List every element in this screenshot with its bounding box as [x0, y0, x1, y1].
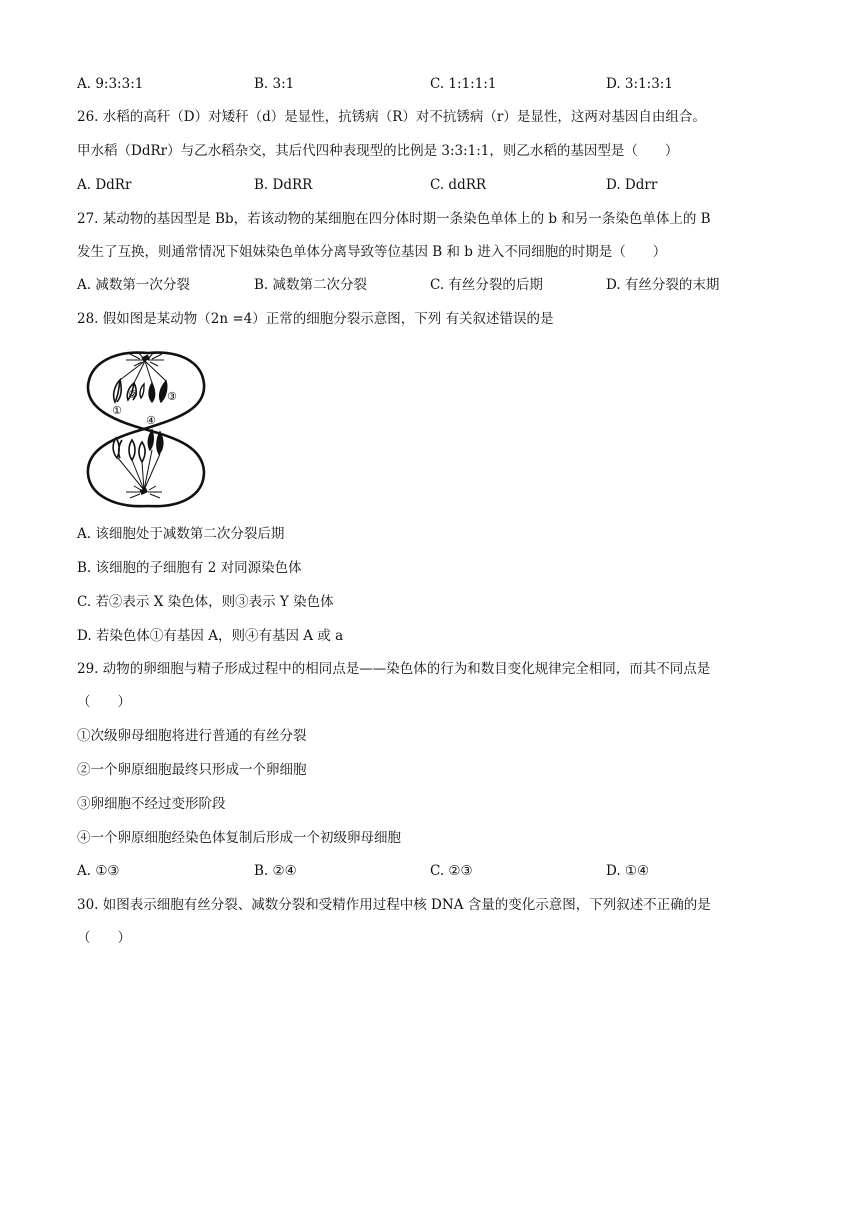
q28-option-b: B. 该细胞的子细胞有 2 对同源染色体 [77, 560, 302, 576]
chromosome-7 [139, 442, 145, 462]
q29-stem-line2: （ ） [77, 694, 131, 710]
cell-membrane [88, 353, 204, 507]
bottom-centriole [139, 487, 147, 494]
q27-stem-line2: 发生了互换，则通常情况下姐妹染色单体分离导致等位基因 B 和 b 进入不同细胞的时期是（ ） [77, 244, 667, 260]
q26-option-a: A. DdRr [77, 177, 132, 193]
q29-item-1: ①次级卵母细胞将进行普通的有丝分裂 [77, 728, 307, 744]
q28-option-c: C. 若②表示 X 染色体，则③表示 Y 染色体 [77, 594, 334, 610]
label-2: ② [128, 388, 138, 401]
q25-option-b: B. 3:1 [254, 76, 295, 92]
chromosome-2b [140, 384, 144, 398]
q28-option-a: A. 该细胞处于减数第二次分裂后期 [77, 526, 285, 542]
q27-option-d: D. 有丝分裂的末期 [606, 277, 720, 293]
top-spindle-fibers [120, 361, 166, 383]
top-centriole [141, 354, 149, 361]
q25-options [77, 74, 797, 94]
q27-options [77, 275, 797, 295]
q29-item-2: ②一个卵原细胞最终只形成一个卵细胞 [77, 762, 307, 778]
q30-stem-line1: 30. 如图表示细胞有丝分裂、减数分裂和受精作用过程中核 DNA 含量的变化示意图，下列叙述不正确的是 [77, 897, 711, 913]
q28-option-d: D. 若染色体①有基因 A，则④有基因 A 或 a [77, 628, 344, 644]
chromosome-5 [113, 438, 122, 458]
q29-option-c: C. ②③ [430, 863, 473, 879]
q27-stem-line1: 27. 某动物的基因型是 Bb，若该动物的某细胞在四分体时期一条染色单体上的 b 和另一条染色单体上的 B [77, 211, 711, 227]
cell-division-figure [82, 350, 212, 508]
q27-option-c: C. 有丝分裂的后期 [430, 277, 543, 293]
q25-option-c: C. 1:1:1:1 [430, 76, 497, 92]
chromosome-1 [114, 380, 122, 402]
q29-option-b: B. ②④ [254, 863, 297, 879]
q26-option-c: C. ddRR [430, 177, 487, 193]
q25-option-d: D. 3:1:3:1 [606, 76, 673, 92]
q26-option-d: D. Ddrr [606, 177, 658, 193]
chromosome-3 [149, 383, 155, 402]
q29-item-3: ③卵细胞不经过变形阶段 [77, 796, 226, 812]
q29-item-4: ④一个卵原细胞经染色体复制后形成一个初级卵母细胞 [77, 830, 401, 846]
q27-option-b: B. 减数第二次分裂 [254, 277, 368, 293]
q26-stem-line1: 26. 水稻的高秆（D）对矮秆（d）是显性，抗锈病（R）对不抗锈病（r）是显性，这两对基因自由组合。 [77, 109, 706, 125]
q29-stem-line1: 29. 动物的卵细胞与精子形成过程中的相同点是——染色体的行为和数目变化规律完全相同，而其不同点是 [77, 661, 711, 677]
q29-option-a: A. ①③ [77, 863, 120, 879]
q26-stem-line2: 甲水稻（DdRr）与乙水稻杂交，其后代四种表现型的比例是 3:3:1:1，则乙水稻的基因型是（ ） [77, 143, 679, 159]
label-3: ③ [167, 390, 177, 403]
q26-options [77, 175, 797, 195]
q29-option-d: D. ①④ [606, 863, 650, 879]
q26-option-b: B. DdRR [254, 177, 313, 193]
chromosome-6 [129, 440, 135, 460]
chromosome-3b [160, 381, 167, 402]
q25-option-a: A. 9:3:3:1 [77, 76, 144, 92]
label-1: ① [112, 404, 122, 417]
chromosome-4b [157, 432, 163, 454]
chromosome-4 [148, 430, 153, 450]
q29-options [77, 861, 797, 881]
label-4: ④ [146, 414, 156, 427]
q30-stem-line2: （ ） [77, 930, 131, 946]
q28-stem: 28. 假如图是某动物（2n =4）正常的细胞分裂示意图，下列 有关叙述错误的是 [77, 311, 554, 327]
q27-option-a: A. 减数第一次分裂 [77, 277, 190, 293]
